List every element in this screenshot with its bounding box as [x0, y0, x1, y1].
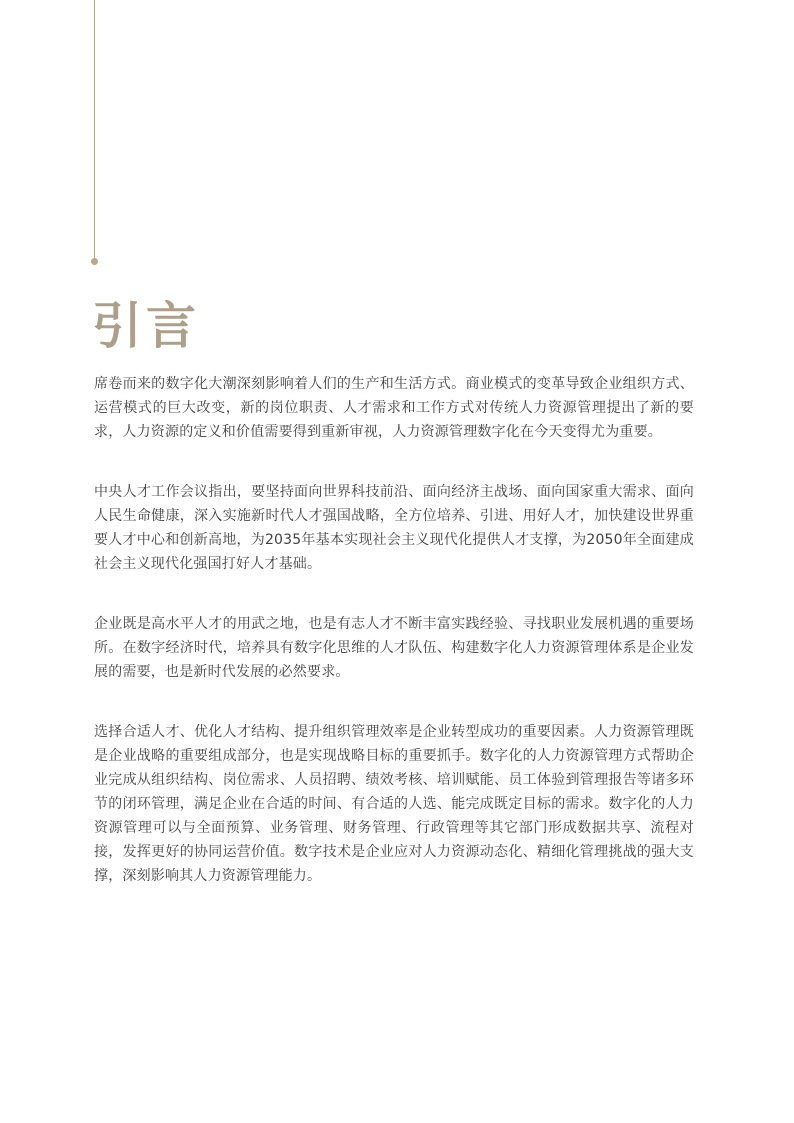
decorative-vertical-line — [94, 0, 95, 260]
paragraph-3: 企业既是高水平人才的用武之地，也是有志人才不断丰富实践经验、寻找职业发展机遇的重要场所。在数字经济时代，培养具有数字化思维的人才队伍、构建数字化人力资源管理体系是企业发展的需要，也是新时代发展的必然要求。 — [94, 616, 694, 680]
intro-body — [94, 372, 694, 924]
paragraph-1: 席卷而来的数字化大潮深刻影响着人们的生产和生活方式。商业模式的变革导致企业组织方式、运营模式的巨大改变，新的岗位职责、人才需求和工作方式对传统人力资源管理提出了新的要求，人力资源的定义和价值需要得到重新审视，人力资源管理数字化在今天变得尤为重要。 — [94, 376, 694, 440]
paragraph-2: 中央人才工作会议指出，要坚持面向世界科技前沿、面向经济主战场、面向国家重大需求、面向人民生命健康，深入实施新时代人才强国战略，全方位培养、引进、用好人才，加快建设世界重要人才中心和创新高地，为2035年基本实现社会主义现代化提供人才支撑，为2050年全面建成社会主义现代化强国打好人才基础。 — [94, 484, 694, 572]
page-title: 引言 — [92, 297, 200, 355]
decorative-line-dot — [91, 258, 98, 265]
paragraph-4: 选择合适人才、优化人才结构、提升组织管理效率是企业转型成功的重要因素。人力资源管理既是企业战略的重要组成部分，也是实现战略目标的重要抓手。数字化的人力资源管理方式帮助企业完成从组织结构、岗位需求、人员招聘、绩效考核、培训赋能、员工体验到管理报告等诸多环节的闭环管理，满足企业在合适的时间、有合适的人选、能完成既定目标的需求。数字化的人力资源管理可以与全面预算、业务管理、财务管理、行政管理等其它部门形成数据共享、流程对接，发挥更好的协同运营价值。数字技术是企业应对人力资源动态化、精细化管理挑战的强大支撑，深刻影响其人力资源管理能力。 — [94, 724, 694, 884]
